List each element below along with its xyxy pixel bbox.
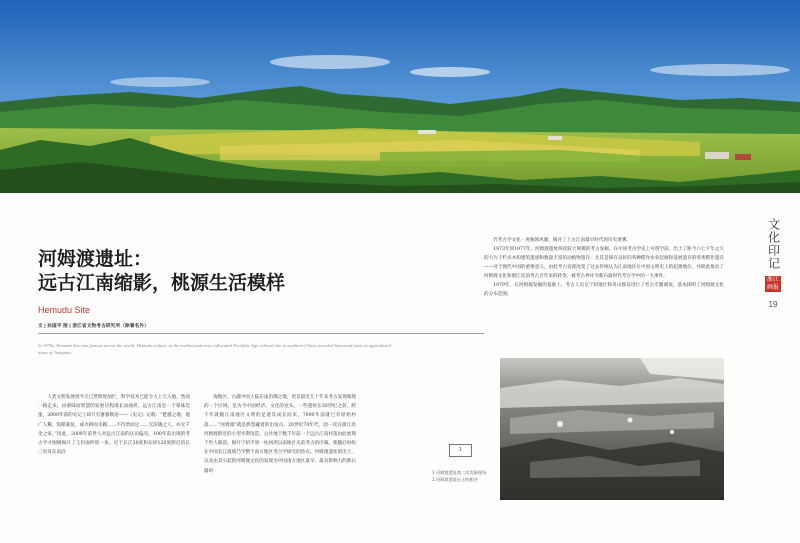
caption-2: 2 河姆渡遗址出土的稻谷 [432, 477, 478, 483]
title-line-1: 河姆渡遗址： [38, 248, 153, 270]
caption-1: 1 河姆渡遗址第二次发掘现场 [432, 470, 487, 475]
body-paragraph: 海地区，古越中国大陆东南沿濒之地，更是最近几十年来考古发现频现的一个区域，是为今中国经济、文化的龙头。一些遗址在20世纪之前，跨千年就随江南地区文明的足迹其成长而来，7000年前就已有原始村落……“河姆渡”就是典型藏着的出发点。20世纪70年代，团一次在浙江沿河姆渡附近的小型水利改造，公社地下数千年前一个远古江南村落由此展现于世人眼前。揭开宁绍平原一杭州湾以南地区史前考古的序幕。使随后纷纷在中国长江流域乃至整个南方地区考古学研究的热点。河姆渡遗址的出土，以及由其引起的河姆渡文化的发现为中国南方地区最早、最具影响力的新石器时 [204, 395, 356, 474]
photo-reference-number: 1 [449, 444, 472, 457]
body-column-1 [38, 393, 190, 457]
english-abstract: In 1970s, Hemudu Site was famous across the world. Hemudu culture, as the earliest and most influential Neolithic Age cultural site in southern China, unveiled historical mists in agricultural times of Jiangnan. [38, 343, 392, 355]
body-paragraph: 人类文明发展到今天已然辉煌灿烂，科学技术已能令人上天入地，然而一路走来，由蒙昧而智慧的发展历程漫长而曲折。远古江南是一个蒙昧荒蛮，2000年前的史记上却只有寥寥数语——《史记》记载：“楚越之地，地广人稀，饭稻羹鱼，或火耕而水耨……不待贾而足……无冻饿之人，亦无千金之家。”因此，2000年前世人对远古江南的认识偏见，100年前出现的考古学才刚刚揭开了尘封面纱的一角。近于长江30度和东经120度附近的长三角及东南沿 [38, 395, 190, 456]
magazine-badge: 浙江 画报 [766, 276, 779, 291]
author-credit: 文 | 孙国平 图 | 浙江省文物考古研究所（除署名外） [38, 323, 150, 328]
body-paragraph: 1979年，在河姆渡发掘的基础上，考古人员在宁绍地区和舟山群岛进行了考古专题调查，基本探明了河姆渡文化的分布范围。 [484, 283, 724, 297]
body-column-3 [484, 236, 724, 299]
title-line-2: 远古江南缩影，桃源生活模样 [38, 272, 286, 294]
landscape-panorama [0, 0, 800, 193]
body-paragraph: 代考古学文化一度独领风骚，揭开了上古江南最早时代的历史迷雾。 [493, 238, 632, 243]
photo-captions [432, 470, 490, 485]
body-column-2 [204, 393, 356, 476]
excavation-photo [500, 358, 724, 500]
title-divider [38, 333, 484, 334]
article-title [38, 247, 398, 295]
body-paragraph: 1973年到1977年，河姆渡遗址两次较大规模的考古发掘，在中国考古学史上可谓空前。出土了距今六七千年之久的大片干栏式木构建筑遗迹和数量丰富的动植物遗存，尤其是保存良好的各种稻作农业起源和发展遗存的各类稻作遗存——对于现代中国的重要意义，由此考古发现改变了过去传统认为江南地区在中国文明史上的起源地位，并联此推动了河姆渡文化和浙江史前考古百年来的转变，被考古界评为新石器时代考古学中的一大事件。 [484, 247, 724, 279]
section-label: 文化印记 [766, 218, 781, 270]
page-number: 19 [768, 300, 778, 309]
english-subtitle: Hemudu Site [38, 305, 91, 315]
section-mark [760, 218, 786, 309]
